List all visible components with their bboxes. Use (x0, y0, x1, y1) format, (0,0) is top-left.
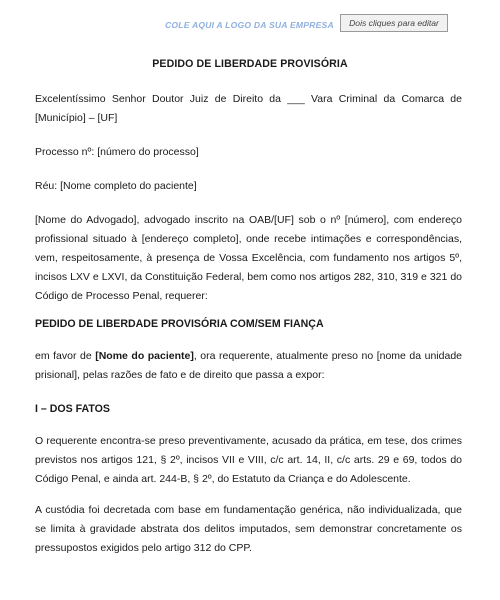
document-header (0, 0, 500, 44)
request-heading: PEDIDO DE LIBERDADE PROVISÓRIA COM/SEM FIANÇA (35, 318, 324, 330)
addressee-paragraph: Excelentíssimo Senhor Doutor Juiz de Direito da ___ Vara Criminal da Comarca de [Município] – [UF] (35, 93, 462, 124)
favor-suffix: , ora requerente, atualmente preso no [nome da unidade prisional], pelas razões de fato e de direito que passa a expor: (35, 350, 462, 381)
process-number: Processo nº: [número do processo] (35, 146, 199, 158)
favor-name: [Nome do paciente] (95, 350, 194, 362)
document-title: PEDIDO DE LIBERDADE PROVISÓRIA (152, 58, 348, 70)
facts-paragraph-2: A custódia foi decretada com base em fundamentação genérica, não individualizada, que se limita à gravidade abstrata dos delitos imputados, sem demonstrar concretamente os pressupostos exigidos pelo artigo 312 do CPP. (35, 504, 462, 554)
defendant-name: Réu: [Nome completo do paciente] (35, 180, 197, 192)
favor-paragraph (35, 347, 462, 385)
logo-placeholder[interactable]: COLE AQUI A LOGO DA SUA EMPRESA (165, 20, 334, 30)
edit-hint-button[interactable]: Dois cliques para editar (340, 14, 448, 32)
facts-heading: I – DOS FATOS (35, 403, 110, 415)
intro-paragraph: [Nome do Advogado], advogado inscrito na OAB/[UF] sob o nº [número], com endereço profissional situado à [endereço completo], onde recebe intimações e correspondências, vem, respeitosamente, à presença de Vossa Excelência, com fundamento nos artigos 5º, incisos LXV e LXVI, da Constituição Federal, bem como nos artigos 282, 310, 319 e 321 do Código de Processo Penal, requerer: (35, 214, 462, 302)
favor-prefix: em favor de (35, 350, 96, 362)
facts-paragraph-1: O requerente encontra-se preso preventivamente, acusado da prática, em tese, dos crimes previstos nos artigos 121, § 2º, incisos VII e VIII, c/c art. 14, II, c/c arts. 29 e 69, todos do Código Penal, e ainda art. 244-B, § 2º, do Estatuto da Criança e do Adolescente. (35, 435, 462, 485)
